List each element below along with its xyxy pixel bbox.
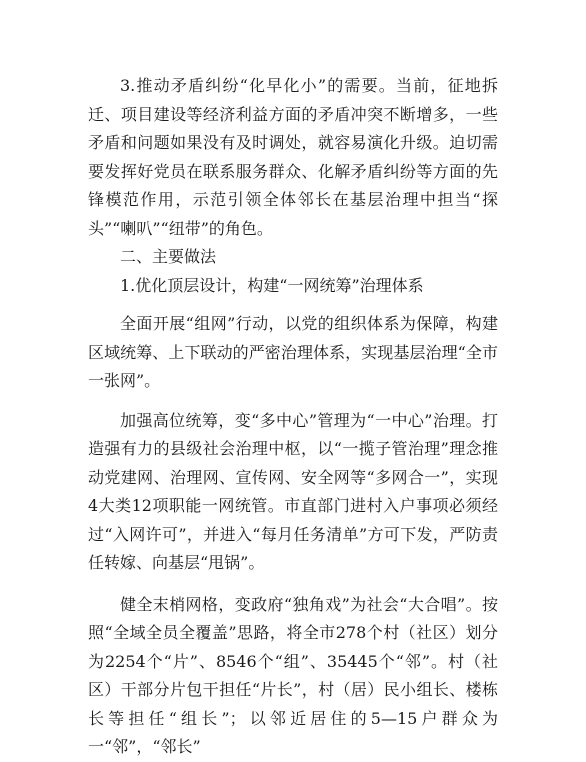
section-heading-main-practices: 二、主要做法 (120, 247, 217, 266)
paragraph-grid-terminals: 健全末梢网格，变政府“独角戏”为社会“大合唱”。按照“全域全员全覆盖”思路，将全市278个村（社区）划分为2254个“片”、8546个“组”、35445个“邻”。村（社区）干部分片包干担任“片长”，村（居）民小组长、楼栋长等担任“组长”；以邻近居住的5—15户群众为一“邻”，“邻长” (88, 594, 498, 756)
paragraph-high-level-coordination: 加强高位统筹，变“多中心”管理为“一中心”治理。打造强有力的县级社会治理中枢，以“一揽子管治理”理念推动党建网、治理网、宣传网、安全网等“多网合一”，实现4大类12项职能一网统管。市直部门进村入户事项必须经过“入网许可”，并进入“每月任务清单”方可下发，严防责任转嫁、向基层“甩锅”。 (88, 410, 498, 572)
paragraph-conflict-resolution-need: 3.推动矛盾纠纷“化早化小”的需要。当前，征地拆迁、项目建设等经济利益方面的矛盾冲突不断增多，一些矛盾和问题如果没有及时调处，就容易演化升级。迫切需要发挥好党员在联系服务群众、化解矛盾纠纷等方面的先锋模范作用，示范引领全体邻长在基层治理中担当“探头”“喇叭”“纽带”的角色。 (88, 76, 498, 238)
paragraph-network-building: 全面开展“组网”行动，以党的组织体系为保障，构建区域统筹、上下联动的严密治理体系，实现基层治理“全市一张网”。 (88, 314, 498, 390)
document-body (88, 72, 498, 762)
subheading-top-level-design: 1.优化顶层设计，构建“一网统筹”治理体系 (120, 275, 424, 295)
